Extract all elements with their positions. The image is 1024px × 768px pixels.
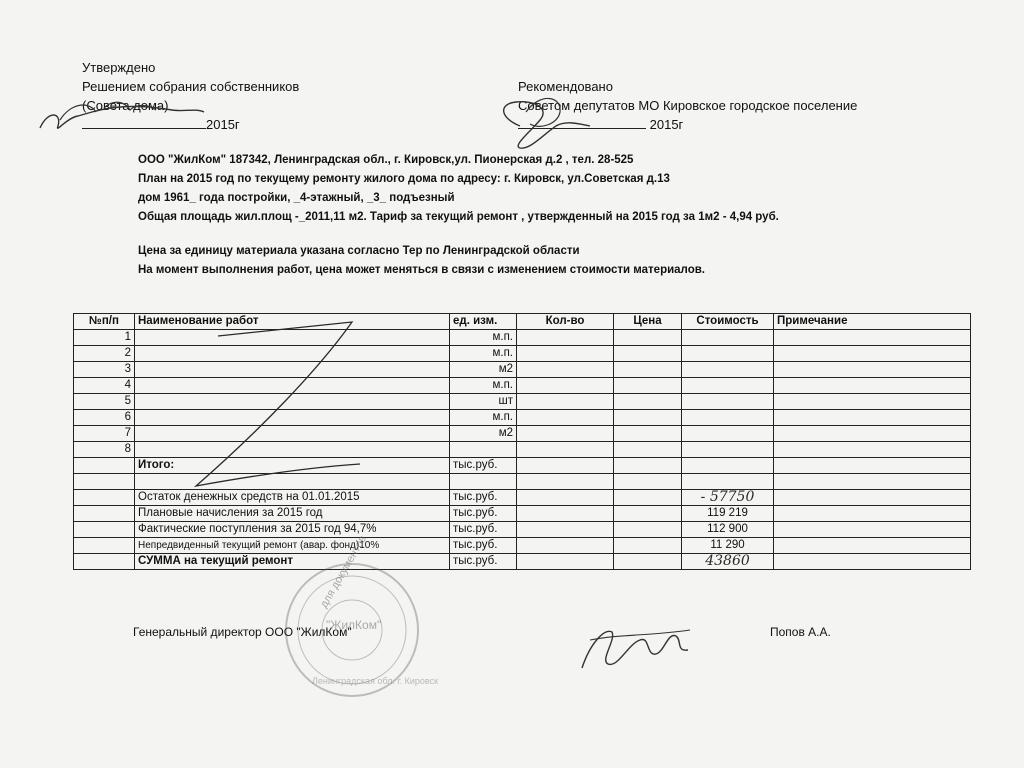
summary-qty <box>517 554 614 570</box>
recommended-block <box>518 77 857 134</box>
stamp-inner-text: для документов <box>318 533 370 610</box>
row-unit <box>450 442 517 458</box>
row-num: 4 <box>74 378 135 394</box>
summary-note <box>774 538 971 554</box>
summary-num <box>74 490 135 506</box>
total-note <box>774 458 971 474</box>
row-qty <box>517 330 614 346</box>
row-name <box>135 346 450 362</box>
recommended-by: Советом депутатов МО Кировское городское поселение <box>518 98 858 113</box>
summary-num <box>74 522 135 538</box>
spacer-cell <box>74 474 135 490</box>
table-row <box>74 378 971 394</box>
company-info <box>138 151 779 227</box>
row-note <box>774 442 971 458</box>
row-name <box>135 410 450 426</box>
row-name <box>135 394 450 410</box>
header-unit: ед. изм. <box>450 314 517 330</box>
repair-plan-table <box>73 313 971 570</box>
area-line: Общая площадь жил.площ -_2011,11 м2. Тариф за текущий ремонт , утвержденный на 2015 год за 1м2 - 4,94 руб. <box>138 211 779 223</box>
row-cost <box>682 410 774 426</box>
summary-unit: тыс.руб. <box>450 554 517 570</box>
summary-note <box>774 490 971 506</box>
row-name <box>135 330 450 346</box>
table-header-row <box>74 314 971 330</box>
summary-label: Непредвиденный текущий ремонт (авар. фонд)10% <box>135 538 450 554</box>
row-note <box>774 378 971 394</box>
summary-row <box>74 554 971 570</box>
row-price <box>614 394 682 410</box>
summary-row <box>74 522 971 538</box>
summary-label: Остаток денежных средств на 01.01.2015 <box>135 490 450 506</box>
row-price <box>614 442 682 458</box>
row-qty <box>517 410 614 426</box>
row-num: 3 <box>74 362 135 378</box>
stamp-outer-text: Ленинградская обл. г. Кировск <box>312 676 439 686</box>
header-price: Цена <box>614 314 682 330</box>
approved-by: Решением собрания собственников <box>82 79 300 94</box>
summary-label: Фактические поступления за 2015 год 94,7% <box>135 522 450 538</box>
summary-value-handwritten: 43860 <box>682 554 774 570</box>
row-qty <box>517 394 614 410</box>
table-row <box>74 362 971 378</box>
summary-value: 11 290 <box>682 538 774 554</box>
summary-price <box>614 538 682 554</box>
summary-row <box>74 538 971 554</box>
row-unit: шт <box>450 394 517 410</box>
approved-year: 2015г <box>206 117 240 132</box>
row-num: 6 <box>74 410 135 426</box>
row-qty <box>517 378 614 394</box>
director-name: Попов А.А. <box>770 625 831 639</box>
total-num <box>74 458 135 474</box>
spacer-cell <box>135 474 450 490</box>
row-price <box>614 362 682 378</box>
recommended-date-line <box>518 115 857 134</box>
signature-director-stroke <box>590 630 690 640</box>
summary-unit: тыс.руб. <box>450 522 517 538</box>
summary-qty <box>517 522 614 538</box>
building-line: дом 1961_ года постройки, _4-этажный, _3_ подъезный <box>138 192 455 204</box>
header-note: Примечание <box>774 314 971 330</box>
total-qty <box>517 458 614 474</box>
row-unit: м2 <box>450 426 517 442</box>
summary-label: Плановые начисления за 2015 год <box>135 506 450 522</box>
approved-council: (Совета дома) <box>82 98 169 113</box>
row-note <box>774 426 971 442</box>
summary-unit: тыс.руб. <box>450 490 517 506</box>
row-qty <box>517 346 614 362</box>
row-qty <box>517 362 614 378</box>
row-note <box>774 410 971 426</box>
header-name: Наименование работ <box>135 314 450 330</box>
row-price <box>614 330 682 346</box>
approved-date-line <box>82 115 299 134</box>
row-price <box>614 346 682 362</box>
director-title: Генеральный директор ООО "ЖилКом" <box>133 625 352 639</box>
summary-num <box>74 506 135 522</box>
plan-line: План на 2015 год по текущему ремонту жилого дома по адресу: г. Кировск, ул.Советская д.13 <box>138 173 670 185</box>
row-unit: м.п. <box>450 330 517 346</box>
row-note <box>774 394 971 410</box>
summary-note <box>774 554 971 570</box>
summary-price <box>614 490 682 506</box>
row-qty <box>517 442 614 458</box>
table-row <box>74 442 971 458</box>
row-num: 5 <box>74 394 135 410</box>
summary-qty <box>517 538 614 554</box>
row-name <box>135 442 450 458</box>
approved-title: Утверждено <box>82 60 156 75</box>
summary-price <box>614 522 682 538</box>
total-label: Итого: <box>135 458 450 474</box>
total-row <box>74 458 971 474</box>
row-note <box>774 346 971 362</box>
summary-value: 112 900 <box>682 522 774 538</box>
spacer-row <box>74 474 971 490</box>
row-name <box>135 378 450 394</box>
price-note-1: Цена за единицу материала указана согласно Тер по Ленинградской области <box>138 245 580 257</box>
summary-qty <box>517 506 614 522</box>
header-num: №п/п <box>74 314 135 330</box>
summary-unit: тыс.руб. <box>450 506 517 522</box>
table-row <box>74 426 971 442</box>
row-unit: м.п. <box>450 346 517 362</box>
row-unit: м.п. <box>450 410 517 426</box>
row-qty <box>517 426 614 442</box>
row-name <box>135 362 450 378</box>
header-cost: Стоимость <box>682 314 774 330</box>
row-unit: м.п. <box>450 378 517 394</box>
spacer-cell <box>517 474 614 490</box>
summary-value-handwritten: - 57750 <box>682 490 774 506</box>
signature-director <box>582 631 688 668</box>
row-cost <box>682 346 774 362</box>
total-unit: тыс.руб. <box>450 458 517 474</box>
header-qty: Кол-во <box>517 314 614 330</box>
table-row <box>74 394 971 410</box>
total-price <box>614 458 682 474</box>
recommended-year: 2015г <box>649 117 684 132</box>
row-cost <box>682 394 774 410</box>
row-cost <box>682 378 774 394</box>
row-name <box>135 426 450 442</box>
summary-note <box>774 522 971 538</box>
price-note-2: На момент выполнения работ, цена может меняться в связи с изменением стоимости материалов. <box>138 264 705 276</box>
row-cost <box>682 442 774 458</box>
stamp-center-text: "ЖилКом" <box>326 618 382 632</box>
row-num: 8 <box>74 442 135 458</box>
row-cost <box>682 426 774 442</box>
table-row <box>74 410 971 426</box>
spacer-cell <box>774 474 971 490</box>
row-note <box>774 330 971 346</box>
row-cost <box>682 330 774 346</box>
row-unit: м2 <box>450 362 517 378</box>
spacer-cell <box>682 474 774 490</box>
row-note <box>774 362 971 378</box>
summary-label: СУММА на текущий ремонт <box>135 554 450 570</box>
summary-num <box>74 538 135 554</box>
company-line: ООО "ЖилКом" 187342, Ленинградская обл., г. Кировск,ул. Пионерская д.2 , тел. 28-525 <box>138 154 634 166</box>
row-price <box>614 426 682 442</box>
summary-price <box>614 554 682 570</box>
total-cost <box>682 458 774 474</box>
spacer-cell <box>614 474 682 490</box>
row-num: 2 <box>74 346 135 362</box>
row-num: 7 <box>74 426 135 442</box>
summary-price <box>614 506 682 522</box>
summary-note <box>774 506 971 522</box>
summary-num <box>74 554 135 570</box>
row-cost <box>682 362 774 378</box>
summary-value: 119 219 <box>682 506 774 522</box>
row-num: 1 <box>74 330 135 346</box>
spacer-cell <box>450 474 517 490</box>
table-row <box>74 330 971 346</box>
price-notes <box>138 242 705 280</box>
row-price <box>614 410 682 426</box>
summary-unit: тыс.руб. <box>450 538 517 554</box>
summary-row <box>74 490 971 506</box>
row-price <box>614 378 682 394</box>
summary-row <box>74 506 971 522</box>
recommended-title: Рекомендовано <box>518 79 613 94</box>
table-row <box>74 346 971 362</box>
summary-qty <box>517 490 614 506</box>
approved-block <box>82 58 299 134</box>
